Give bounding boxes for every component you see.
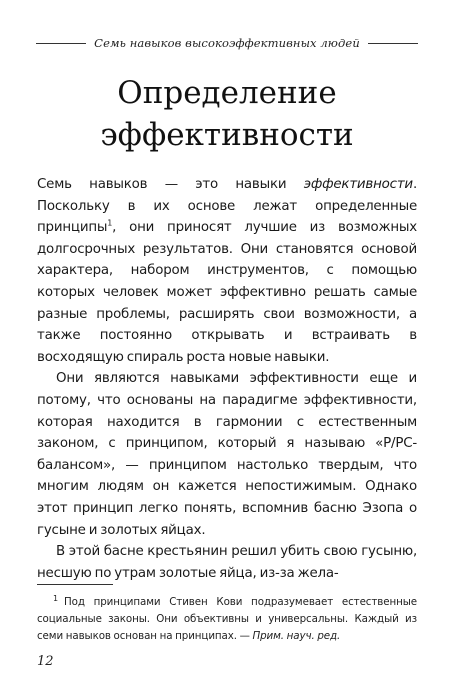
body-text: [37, 174, 417, 584]
paragraph-1-part-a: Семь навыков — это навыки: [37, 177, 304, 192]
header-rule-left: [36, 43, 86, 44]
chapter-title-line-2: эффективности: [100, 117, 354, 153]
running-header-text: Семь навыков высокоэффективных людей: [94, 36, 360, 50]
footnote-reference[interactable]: 1: [107, 218, 113, 228]
page-number: 12: [37, 654, 54, 669]
footnote-divider: [37, 584, 113, 585]
paragraph-1-part-b: . Поскольку в их основе лежат определенные принципы: [37, 177, 417, 236]
footnote: [37, 594, 417, 644]
header-rule-right: [368, 43, 418, 44]
footnote-attribution: Прим. науч. ред.: [252, 629, 341, 642]
paragraph-1: [37, 174, 417, 368]
paragraph-1-part-c: , они приносят лучшие из возможных долгосрочных результатов. Они становятся основой характера, набором инструментов, с помощью которых человек может эффективно решать самые разные проблемы, расширять свои возможности, а также постоянно открывать и встраивать в восходящую спираль роста новые навыки.: [37, 220, 417, 365]
emphasis-effectiveness: эффективности: [303, 177, 413, 192]
paragraph-3: В этой басне крестьянин решил убить свою гусыню, несшую по утрам золотые яйца, из-за жела-: [37, 544, 417, 581]
chapter-title: [36, 72, 418, 156]
footnote-mark: 1: [53, 593, 58, 603]
running-header: [36, 34, 418, 52]
paragraph-2: Они являются навыками эффективности еще и потому, что основаны на парадигме эффективности, которая находится в гармонии с естественным законом, с принципом, который я называю «P/PC-балансом», — принципом настолько твердым, что многим людям он кажется непостижимым. Однако этот принцип легко понять, вспомнив басню Эзопа о гусыне и золотых яйцах.: [37, 371, 417, 538]
footnote-text: Под принципами Стивен Кови подразумевает естественные социальные законы. Они объективны и универсальны. Каждый из семи навыков основан на принципах. —: [37, 596, 417, 642]
chapter-title-line-1: Определение: [117, 75, 337, 111]
